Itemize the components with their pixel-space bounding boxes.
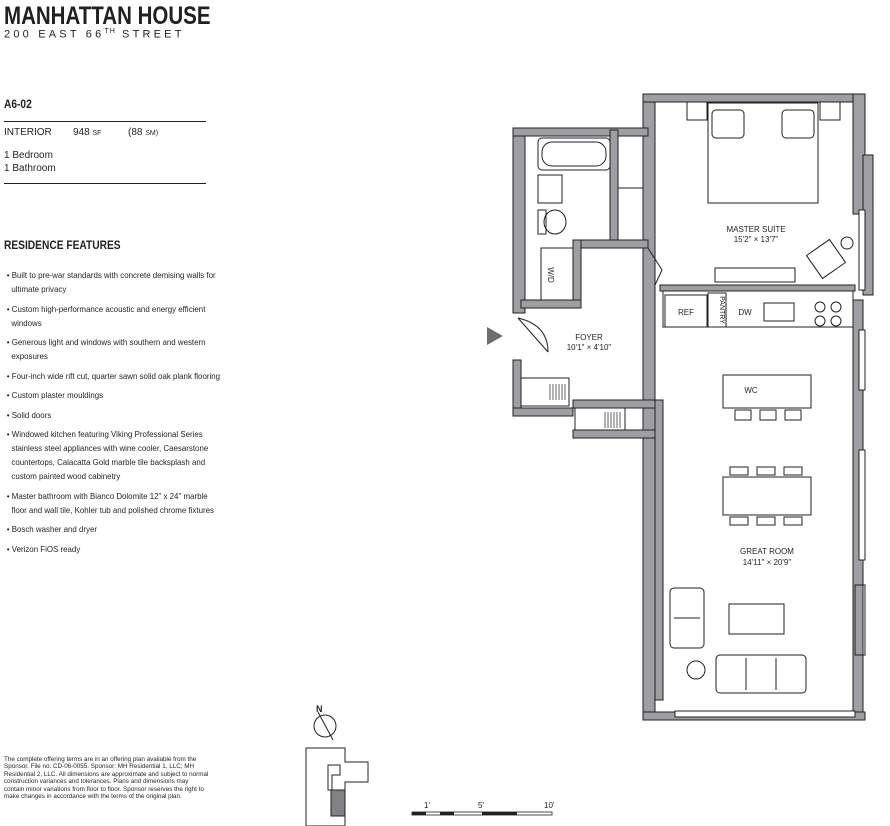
stool-1 bbox=[735, 410, 751, 420]
bedroom-count: 1 Bedroom bbox=[4, 150, 53, 161]
chair-6 bbox=[784, 517, 802, 525]
wall-closet2-top bbox=[573, 400, 663, 408]
fixtures bbox=[518, 102, 865, 693]
kitchen-island bbox=[723, 375, 811, 408]
chair-2 bbox=[757, 467, 775, 475]
key-plan-core bbox=[328, 765, 340, 790]
burner-2 bbox=[831, 302, 841, 312]
sm-unit: SM) bbox=[145, 130, 159, 137]
sf-unit: SF bbox=[92, 130, 102, 137]
scale-tick-10: 10' bbox=[544, 801, 555, 810]
scale-tick-5: 5' bbox=[478, 801, 484, 810]
wd-label: W/D bbox=[546, 267, 555, 283]
wall-bath-east bbox=[610, 130, 618, 242]
bed bbox=[708, 103, 818, 203]
scale-seg-3 bbox=[482, 812, 517, 815]
wall-west-bath bbox=[513, 128, 525, 313]
foyer-dims: 10'1" × 4'10" bbox=[566, 343, 612, 352]
scale-bar bbox=[412, 801, 555, 815]
toilet-tank bbox=[538, 210, 546, 234]
wall-wd-south bbox=[521, 300, 581, 308]
washer-dryer-closet bbox=[541, 248, 573, 300]
burner-4 bbox=[831, 316, 841, 326]
wall-west-great bbox=[655, 400, 663, 700]
window-great-south bbox=[675, 711, 855, 717]
wall-bath-south bbox=[573, 240, 648, 248]
bathroom-count: 1 Bathroom bbox=[4, 163, 56, 174]
chair-4 bbox=[730, 517, 748, 525]
ref-label: REF bbox=[678, 308, 694, 317]
window-kitchen bbox=[859, 330, 865, 390]
bathtub-basin bbox=[542, 142, 606, 166]
address-street: STREET bbox=[115, 28, 185, 41]
toilet bbox=[544, 210, 566, 234]
feature-item: • Verizon FiOS ready bbox=[4, 542, 223, 556]
sofa bbox=[716, 655, 806, 693]
interior-label: INTERIOR bbox=[4, 127, 52, 138]
wall-closet2-bottom bbox=[573, 430, 658, 438]
window-great-1 bbox=[859, 450, 865, 560]
entry-arrow-icon bbox=[487, 327, 503, 345]
wall-north-bath bbox=[513, 128, 648, 136]
dining-table bbox=[723, 477, 811, 515]
coat-closet-2 bbox=[575, 408, 625, 430]
address-ordinal: TH bbox=[104, 28, 116, 35]
chair-5 bbox=[757, 517, 775, 525]
great-room-dims: 14'11" × 20'9" bbox=[742, 558, 792, 567]
great-room-name: GREAT ROOM bbox=[740, 547, 794, 556]
scale-seg-2 bbox=[440, 812, 454, 815]
scale-tick-1: 1' bbox=[424, 801, 430, 810]
foyer-name: FOYER bbox=[575, 333, 603, 342]
feature-item: • Bosch washer and dryer bbox=[4, 522, 223, 536]
feature-item: • Solid doors bbox=[4, 408, 223, 422]
key-plan bbox=[306, 748, 368, 826]
chair-1 bbox=[730, 467, 748, 475]
interior-sf: 948 bbox=[73, 127, 90, 138]
wall-wd-east bbox=[573, 240, 581, 305]
nightstand-right bbox=[820, 102, 840, 120]
end-table bbox=[687, 661, 705, 679]
feature-item: • Custom high-performance acoustic and energy efficient windows bbox=[4, 302, 223, 330]
feature-item: • Built to pre-war standards with concrete demising walls for ultimate privacy bbox=[4, 268, 223, 296]
burner-1 bbox=[815, 302, 825, 312]
pillow-right bbox=[782, 110, 814, 138]
master-suite-dims: 15'2" × 13'7" bbox=[733, 235, 779, 244]
scale-seg-1 bbox=[412, 812, 426, 815]
pantry-label: PANTRY bbox=[718, 296, 725, 324]
master-suite-name: MASTER SUITE bbox=[726, 225, 786, 234]
walls bbox=[513, 94, 873, 720]
chair-3 bbox=[784, 467, 802, 475]
wall-master-south bbox=[660, 285, 855, 291]
stool-2 bbox=[760, 410, 776, 420]
wc-label: WC bbox=[744, 386, 758, 395]
armchair bbox=[807, 240, 846, 279]
vanity bbox=[538, 175, 562, 203]
wall-west-closet bbox=[513, 360, 521, 415]
room-labels bbox=[546, 225, 794, 567]
kitchen-sink bbox=[764, 303, 794, 321]
feature-item: • Generous light and windows with southern and western exposures bbox=[4, 335, 223, 363]
legal-disclaimer: The complete offering terms are in an offering plan available from the Sponsor. File no. CD-06-0055. Sponsor: MH Residential 1, LLC; MH Residential 2, LLC. All dimensions are approximate and subject to normal construction variances and tolerances. Plans and dimensions may contain minor variations from floor to floor. Sponsor reserves the right to make changes in accordance with the terms of the original plan. bbox=[4, 756, 209, 801]
dresser bbox=[715, 268, 795, 282]
side-table bbox=[841, 237, 853, 249]
wall-closet-bottom bbox=[513, 408, 573, 416]
stool-3 bbox=[785, 410, 801, 420]
feature-item: • Windowed kitchen featuring Viking Professional Series stainless steel appliances with wine cooler, Caesarstone countertops, Calacatta Gold marble tile backsplash and custom painted wood cabinetry bbox=[4, 427, 223, 483]
interior-sm: (88 bbox=[128, 127, 143, 138]
features-heading: RESIDENCE FEATURES bbox=[4, 238, 121, 252]
feature-item: • Custom plaster mouldings bbox=[4, 388, 223, 402]
feature-item: • Master bathroom with Bianco Dolomite 12" x 24" marble floor and wall tile, Kohler tub and polished chrome fixtures bbox=[4, 489, 223, 517]
wall-north bbox=[643, 94, 853, 102]
compass bbox=[314, 704, 336, 740]
pillow-left bbox=[712, 110, 744, 138]
compass-north-label: N bbox=[316, 704, 323, 714]
window-master bbox=[859, 210, 865, 290]
feature-item: • Four-inch wide rift cut, quarter sawn solid oak plank flooring bbox=[4, 369, 223, 383]
building-name: MANHATTAN HOUSE bbox=[4, 2, 211, 30]
key-plan-unit-highlight bbox=[331, 790, 345, 816]
nightstand-left bbox=[687, 102, 707, 120]
unit-id: A6-02 bbox=[4, 97, 32, 111]
address-number-street: 200 EAST 66 bbox=[4, 28, 105, 41]
coffee-table bbox=[729, 604, 784, 634]
dw-label: DW bbox=[738, 308, 752, 317]
burner-3 bbox=[815, 316, 825, 326]
